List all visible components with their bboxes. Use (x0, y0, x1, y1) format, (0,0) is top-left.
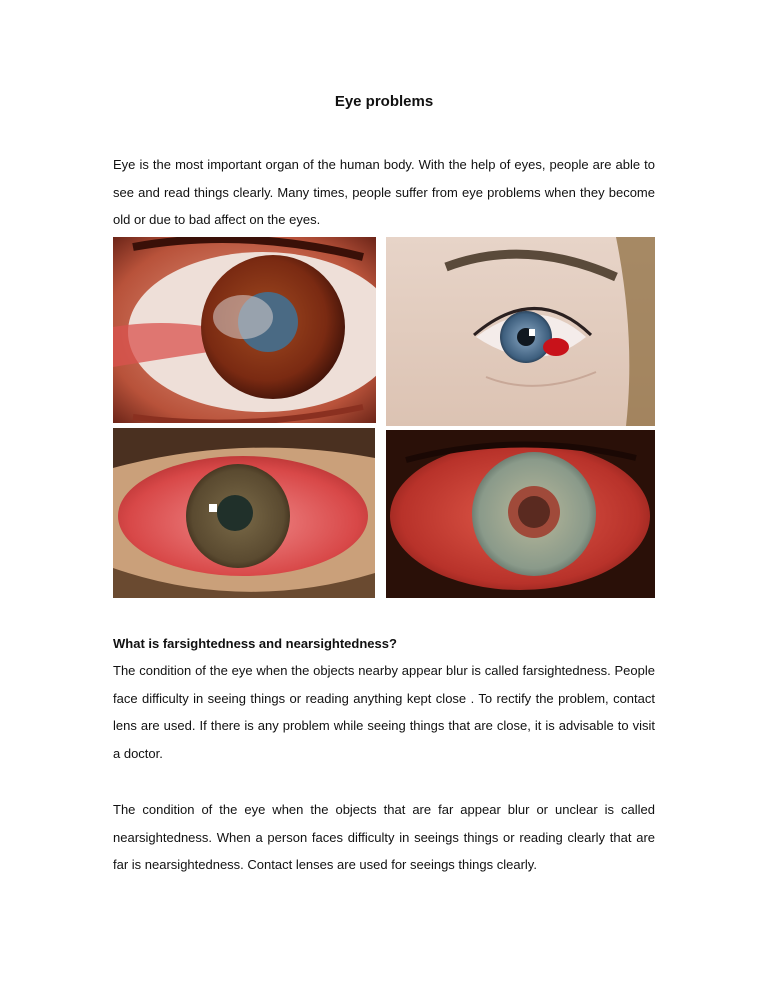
section-heading: What is farsightedness and nearsightedness? (113, 636, 397, 651)
eye-photo-inflamed-eye-icon (386, 430, 655, 598)
nearsightedness-paragraph: The condition of the eye when the objects that are far appear blur or unclear is called nearsightedness. When a person faces difficulty in seeings things or reading clearly that are far is nearsightedness. Contact lenses are used for seeings things clearly. (113, 802, 655, 872)
farsightedness-paragraph: The condition of the eye when the objects nearby appear blur is called farsightedness. People face difficulty in seeing things or reading anything kept close . To rectify the problem, contact lens are used. If there is any problem while seeing things that are close, it is advisable to visit a doctor. (113, 663, 655, 761)
intro-paragraph: Eye is the most important organ of the human body. With the help of eyes, people are able to see and read things clearly. Many times, people suffer from eye problems when they become old or due to bad affect on the eyes. (113, 157, 655, 227)
page-title: Eye problems (334, 93, 434, 110)
eye-photo-red-eye-icon (113, 428, 375, 598)
eye-photo-pterygium-icon (113, 237, 376, 423)
eye-photo-subconjunctival-hemorrhage-icon (386, 237, 655, 426)
